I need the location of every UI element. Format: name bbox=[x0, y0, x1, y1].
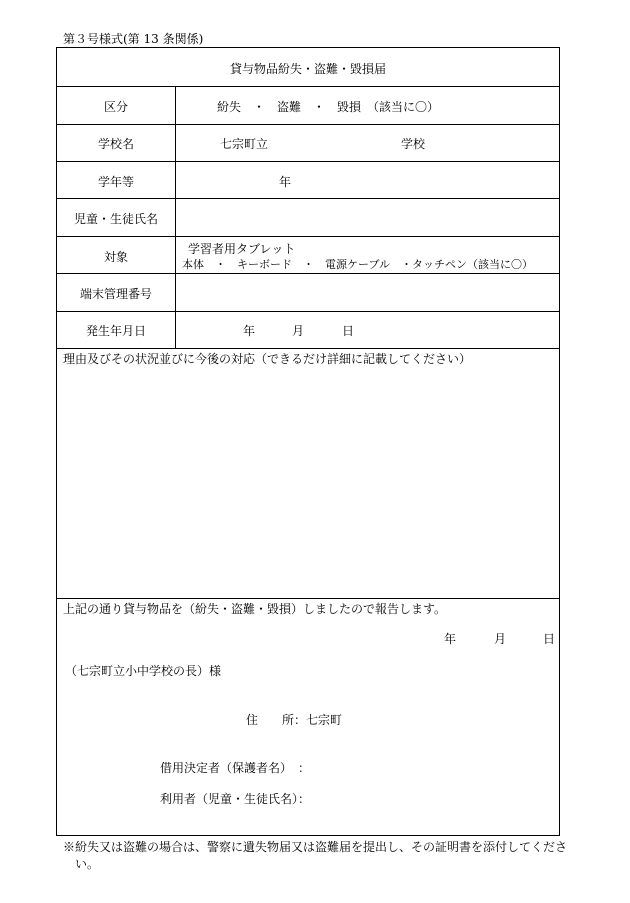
device-id-label: 端末管理番号 bbox=[79, 287, 152, 301]
guardian-label: 借用決定者（保護者名） ： bbox=[160, 761, 311, 775]
report-date-year: 年 bbox=[444, 632, 457, 646]
date-day: 日 bbox=[342, 324, 355, 338]
school-suffix: 学校 bbox=[401, 137, 426, 151]
report-statement: 上記の通り貸与物品を（紛失・盗難・毀損）しましたので報告します。 bbox=[63, 602, 447, 616]
school-label: 学校名 bbox=[97, 137, 134, 151]
form-title: 貸与物品紛失・盗難・毀損届 bbox=[229, 62, 386, 76]
footnote-line2: い。 bbox=[75, 857, 100, 871]
target-label: 対象 bbox=[103, 250, 128, 264]
user-label: 利用者（児童・生徒氏名）： bbox=[160, 792, 311, 806]
date-month: 月 bbox=[292, 324, 305, 338]
row-divider bbox=[56, 236, 560, 237]
addressee: （七宗町立小中学校の長）様 bbox=[65, 664, 222, 678]
grade-label: 学年等 bbox=[97, 175, 134, 189]
category-label: 区分 bbox=[103, 100, 128, 114]
school-prefix: 七宗町立 bbox=[220, 137, 269, 151]
form-number: 第３号様式(第 13 条関係) bbox=[63, 32, 204, 46]
row-divider bbox=[56, 161, 560, 162]
column-divider bbox=[175, 86, 176, 348]
row-divider bbox=[56, 273, 560, 274]
row-divider bbox=[56, 311, 560, 312]
target-components: 本体 ・ キーボード ・ 電源ケーブル ・タッチペン（該当に〇） bbox=[182, 258, 534, 271]
date-year: 年 bbox=[243, 324, 256, 338]
grade-unit: 年 bbox=[279, 175, 292, 189]
date-label: 発生年月日 bbox=[85, 324, 146, 338]
row-divider bbox=[56, 598, 560, 599]
reason-field[interactable] bbox=[57, 368, 559, 596]
footnote-line1: ※紛失又は盗難の場合は、警察に遺失物届又は盗難届を提出し、その証明書を添付してくださ bbox=[63, 840, 568, 854]
target-device: 学習者用タブレット bbox=[188, 242, 296, 256]
row-divider bbox=[56, 124, 560, 125]
row-divider bbox=[56, 198, 560, 199]
row-divider bbox=[56, 86, 560, 87]
row-divider bbox=[56, 348, 560, 349]
report-date-month: 月 bbox=[494, 632, 507, 646]
address-label: 住 所：七宗町 bbox=[246, 713, 343, 727]
reason-label: 理由及びその状況並びに今後の対応（できるだけ詳細に記載してください） bbox=[63, 352, 472, 366]
student-name-label: 児童・生徒氏名 bbox=[73, 212, 158, 226]
report-date-day: 日 bbox=[543, 632, 556, 646]
category-options: 紛失 ・ 盗難 ・ 毀損 （該当に〇） bbox=[217, 100, 440, 114]
